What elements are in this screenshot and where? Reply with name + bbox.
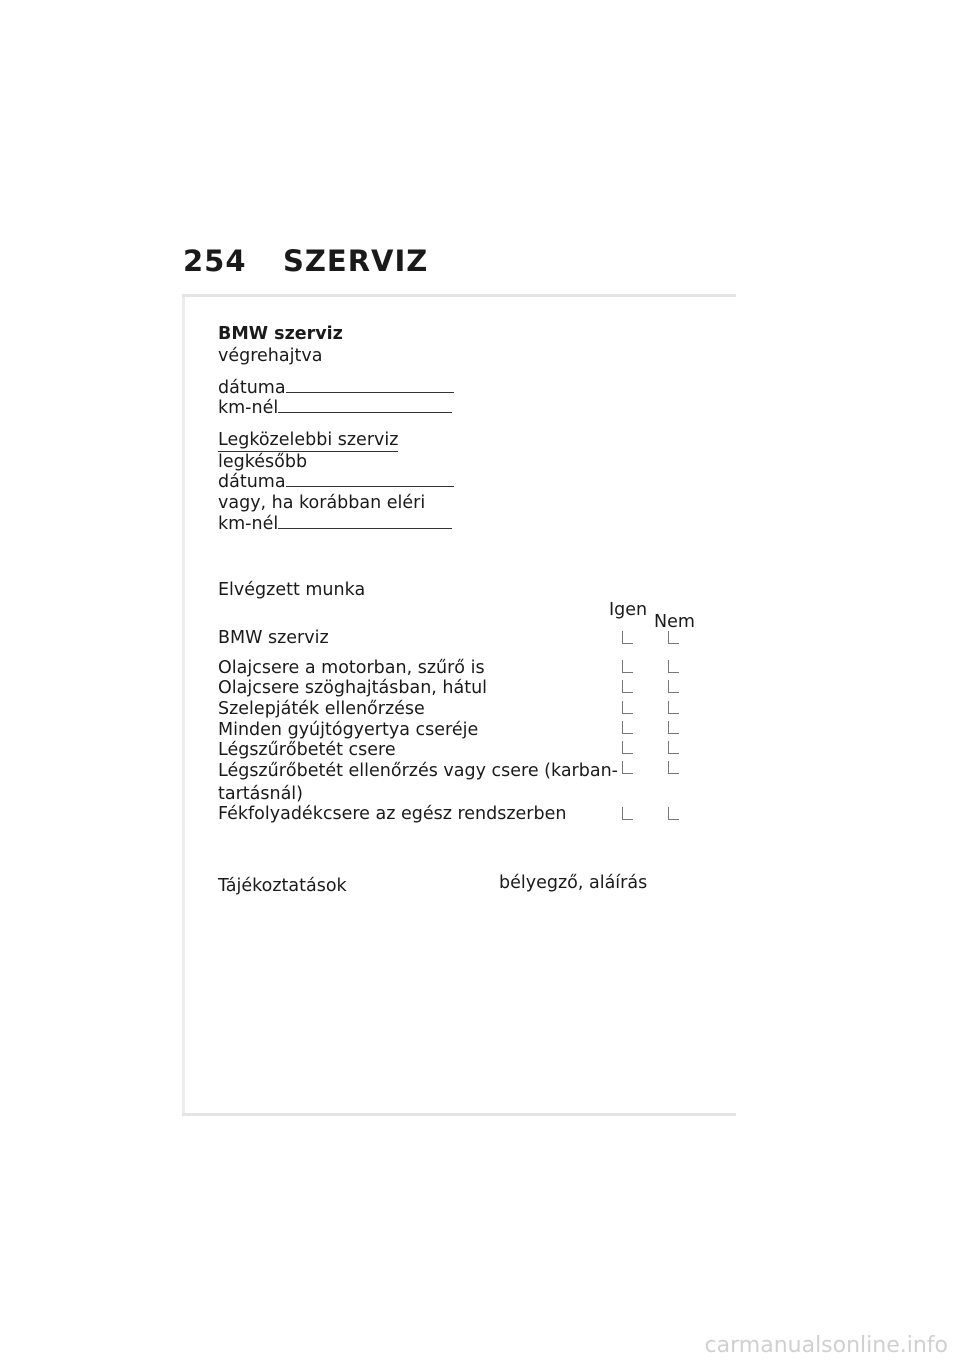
- next-km-blank-line: [278, 527, 452, 529]
- next-service-label: Legközelebbi szerviz: [218, 430, 399, 450]
- checkbox-no[interactable]: [668, 761, 679, 774]
- checkbox-yes[interactable]: [622, 761, 633, 774]
- info-label: Tájékoztatások: [218, 876, 347, 896]
- checkbox-yes[interactable]: [622, 680, 633, 693]
- checkbox-no[interactable]: [668, 631, 679, 644]
- checkbox-yes[interactable]: [622, 721, 633, 734]
- col-no-header: Nem: [654, 612, 695, 632]
- stamp-signature-label: bélyegző, aláírás: [499, 873, 648, 893]
- footer-watermark: carmanualsonline.info: [704, 1333, 948, 1358]
- date-label: dátuma: [218, 378, 286, 398]
- checkbox-yes[interactable]: [622, 660, 633, 673]
- work-item-bmw-service: BMW szerviz: [218, 628, 329, 648]
- checkbox-no[interactable]: [668, 680, 679, 693]
- work-item: Olajcsere a motorban, szűrő is: [218, 658, 485, 678]
- work-item-continuation: tartásnál): [218, 784, 303, 804]
- next-km-label: km-nél: [218, 514, 279, 534]
- checkbox-yes[interactable]: [622, 631, 633, 644]
- col-yes-header: Igen: [609, 600, 648, 620]
- or-if-earlier-label: vagy, ha korábban eléri: [218, 493, 426, 513]
- work-item: Szelepjáték ellenőrzése: [218, 699, 425, 719]
- work-title: Elvégzett munka: [218, 580, 366, 600]
- next-service-heading: [218, 430, 398, 451]
- checkbox-yes[interactable]: [622, 701, 633, 714]
- checkbox-yes[interactable]: [622, 807, 633, 820]
- next-date-field: [218, 472, 454, 493]
- checkbox-no[interactable]: [668, 741, 679, 754]
- work-item: Légszűrőbetét csere: [218, 740, 396, 760]
- bottom-rule: [182, 1113, 736, 1116]
- page-title: SZERVIZ: [283, 244, 429, 278]
- checkbox-no[interactable]: [668, 660, 679, 673]
- next-date-label: dátuma: [218, 472, 286, 492]
- performed-label: végrehajtva: [218, 346, 323, 366]
- work-item: Fékfolyadékcsere az egész rendszerben: [218, 804, 567, 824]
- latest-label: legkésőbb: [218, 452, 308, 472]
- work-item: Légszűrőbetét ellenőrzés vagy csere (karban-: [218, 761, 618, 781]
- date-field: [218, 378, 454, 399]
- next-km-field: [218, 514, 452, 535]
- left-rule: [182, 297, 185, 1115]
- page-number: 254: [183, 244, 247, 278]
- checkbox-no[interactable]: [668, 701, 679, 714]
- work-item: Olajcsere szöghajtásban, hátul: [218, 678, 488, 698]
- km-blank-line: [278, 411, 452, 413]
- top-rule: [182, 294, 736, 297]
- date-blank-line: [286, 391, 454, 393]
- next-date-blank-line: [286, 485, 454, 487]
- checkbox-no[interactable]: [668, 807, 679, 820]
- km-label: km-nél: [218, 398, 279, 418]
- work-item: Minden gyújtógyertya cseréje: [218, 720, 479, 740]
- km-field: [218, 398, 452, 419]
- checkbox-no[interactable]: [668, 721, 679, 734]
- service-heading: BMW szerviz: [218, 324, 343, 344]
- checkbox-yes[interactable]: [622, 741, 633, 754]
